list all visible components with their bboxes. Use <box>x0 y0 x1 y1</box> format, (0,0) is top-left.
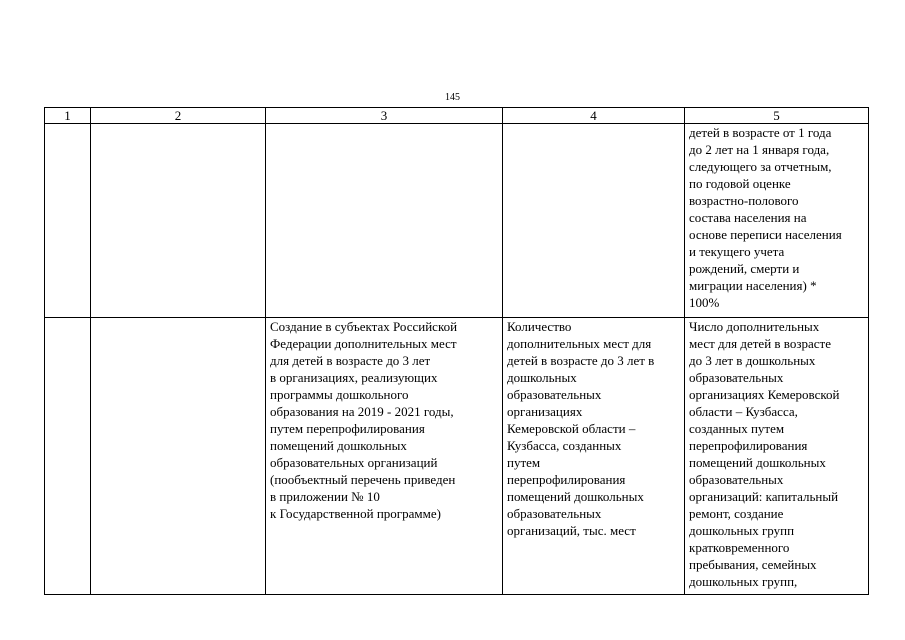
indicator-formula-text: детей в возрасте от 1 года до 2 лет на 1 января года, следующего за отчетным, по годовой оценке возрастно-полового состава населения на основe переписи населения и текущего учета рождений, смерти и миграции населения) * 100% <box>689 125 842 310</box>
measure-description: Создание в субъектах Российской Федерации дополнительных мест для детей в возрасте до 3 лет в организациях, реализующих программы дошкольного образования на 2019 - 2021 годы, путем перепрофилирования помещений дошкольных образовательных организаций (пообъектный перечень приведен в приложении № 10 к Государственной программе) <box>270 319 458 521</box>
table-cell <box>45 318 91 595</box>
table-cell <box>503 124 685 318</box>
table-row <box>45 318 869 595</box>
column-header-2: 2 <box>91 108 266 124</box>
table-cell <box>503 318 685 595</box>
column-header-1: 1 <box>45 108 91 124</box>
column-header-4: 4 <box>503 108 685 124</box>
table-cell <box>266 318 503 595</box>
document-table <box>44 107 869 595</box>
column-header-5: 5 <box>685 108 869 124</box>
table-row <box>45 124 869 318</box>
column-header-3: 3 <box>266 108 503 124</box>
table-cell <box>91 124 266 318</box>
table-header-row <box>45 108 869 124</box>
indicator-name: Количество дополнительных мест для детей в возрасте до 3 лет в дошкольных образовательных организациях Кемеровской области – Кузбасса, созданных путем перепрофилирования помещений дошкольных образовательных организаций, тыс. мест <box>507 319 655 538</box>
page-number: 145 <box>445 92 460 103</box>
indicator-method: Число дополнительных мест для детей в возрасте до 3 лет в дошкольных образовательных организациях Кемеровской области – Кузбасса, созданных путем перепрофилирования помещений дошкольных образовательных организаций: капитальный ремонт, создание дошкольных групп кратковременного пребывания, семейных дошкольных групп, <box>689 319 840 589</box>
table-cell <box>91 318 266 595</box>
table-cell <box>685 124 869 318</box>
table-cell <box>45 124 91 318</box>
table-cell <box>685 318 869 595</box>
table-cell <box>266 124 503 318</box>
